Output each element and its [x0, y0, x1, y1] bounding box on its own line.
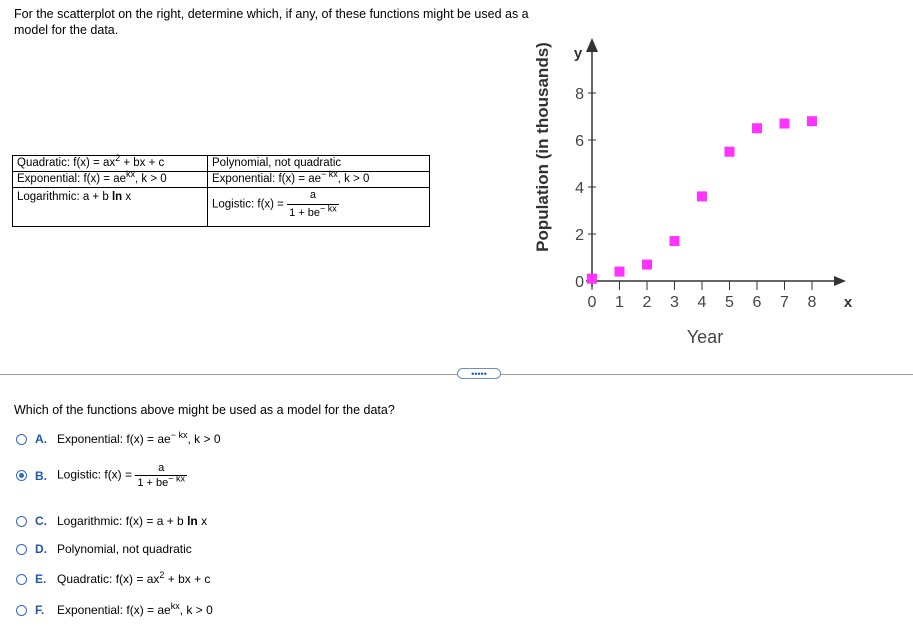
logistic-fraction: $\frac{a}{1 + be^{- kx}}$ [137, 462, 186, 489]
cell-exponential-neg: Exponential: $f(x) = ae^{- kx}$, k > 0 [208, 172, 430, 188]
x-tick-label: 5 [725, 294, 734, 311]
option-b[interactable] [16, 462, 187, 489]
y-axis-arrow [586, 38, 598, 52]
y-tick-label: 4 [575, 180, 584, 197]
data-point [807, 116, 817, 126]
data-point [615, 267, 625, 277]
cell-polynomial: Polynomial, not quadratic [208, 156, 430, 172]
option-a[interactable] [16, 432, 221, 446]
scatterplot-svg [530, 10, 870, 355]
option-label: Polynomial, not quadratic [57, 542, 192, 556]
x-tick-label: 8 [807, 294, 817, 311]
y-tick-label: 8 [575, 86, 584, 103]
radio-option-d[interactable] [16, 544, 27, 555]
cell-exponential-pos: Exponential: $f(x) = ae^{kx}$, k > 0 [13, 172, 208, 188]
option-letter: E. [35, 572, 47, 586]
y-axis-name: y [573, 45, 583, 62]
data-point [642, 260, 652, 270]
x-tick-label: 4 [697, 294, 707, 311]
radio-option-b-selected[interactable] [16, 470, 27, 481]
option-label: Quadratic: $f(x) = ax^2$ + bx + c [57, 570, 211, 586]
x-tick-label: 7 [780, 294, 789, 311]
radio-option-f[interactable] [16, 605, 27, 616]
data-point [697, 191, 707, 201]
radio-option-c[interactable] [16, 516, 27, 527]
data-point [670, 236, 680, 246]
x-tick-label: 2 [642, 294, 652, 311]
expand-more-button[interactable]: ••••• [457, 368, 501, 379]
data-point [780, 119, 790, 129]
option-e[interactable] [16, 572, 210, 586]
function-table [12, 155, 430, 227]
radio-option-e[interactable] [16, 574, 27, 585]
x-tick-label: 6 [752, 294, 762, 311]
prompt-text: For the scatterplot on the right, determine which, if any, of these functions might be used as a model for the data. [14, 7, 529, 37]
option-letter: D. [35, 542, 47, 556]
cell-logistic: Logistic: f(x) = $\frac{a}{1 + be^{- kx}}$ [208, 188, 430, 227]
scatterplot [530, 10, 870, 358]
y-tick-label: 2 [575, 227, 584, 244]
question-text: Which of the functions above might be used as a model for the data? [14, 403, 395, 417]
option-label: Exponential: $f(x) = ae^{kx}$, k > 0 [57, 601, 213, 617]
radio-option-a[interactable] [16, 434, 27, 445]
y-tick-label: 6 [575, 133, 584, 150]
x-tick-label: 1 [615, 294, 624, 311]
logistic-fraction: $\frac{a}{1 + be^{- kx}}$ [289, 189, 337, 219]
option-letter: B. [35, 468, 47, 483]
x-axis-arrow [834, 276, 846, 286]
option-letter: A. [35, 432, 47, 446]
option-letter: C. [35, 514, 47, 528]
option-label: Exponential: $f(x) = ae^{- kx}$, k > 0 [57, 430, 221, 446]
option-label: Logarithmic: f(x) = a + b ln x [57, 514, 208, 528]
y-axis-label: Population (in thousands) [533, 42, 552, 252]
data-point [752, 123, 762, 133]
cell-logarithmic: Logarithmic: a + b ln x [13, 188, 208, 227]
x-tick-label: 3 [670, 294, 679, 311]
option-c[interactable] [16, 514, 207, 528]
x-axis-label: Year [686, 327, 724, 347]
option-letter: F. [35, 603, 45, 617]
cell-quadratic: Quadratic: $f(x) = ax^2$ + bx + c [13, 156, 208, 172]
option-f[interactable] [16, 603, 213, 617]
x-tick-label: 0 [587, 294, 597, 311]
data-point [587, 274, 597, 284]
option-label: Logistic: f(x) = $\frac{a}{1 + be^{- kx}}$ [57, 462, 186, 489]
y-tick-label: 0 [575, 274, 584, 291]
x-axis-name: x [843, 294, 853, 311]
data-point [725, 147, 735, 157]
option-d[interactable] [16, 542, 192, 556]
